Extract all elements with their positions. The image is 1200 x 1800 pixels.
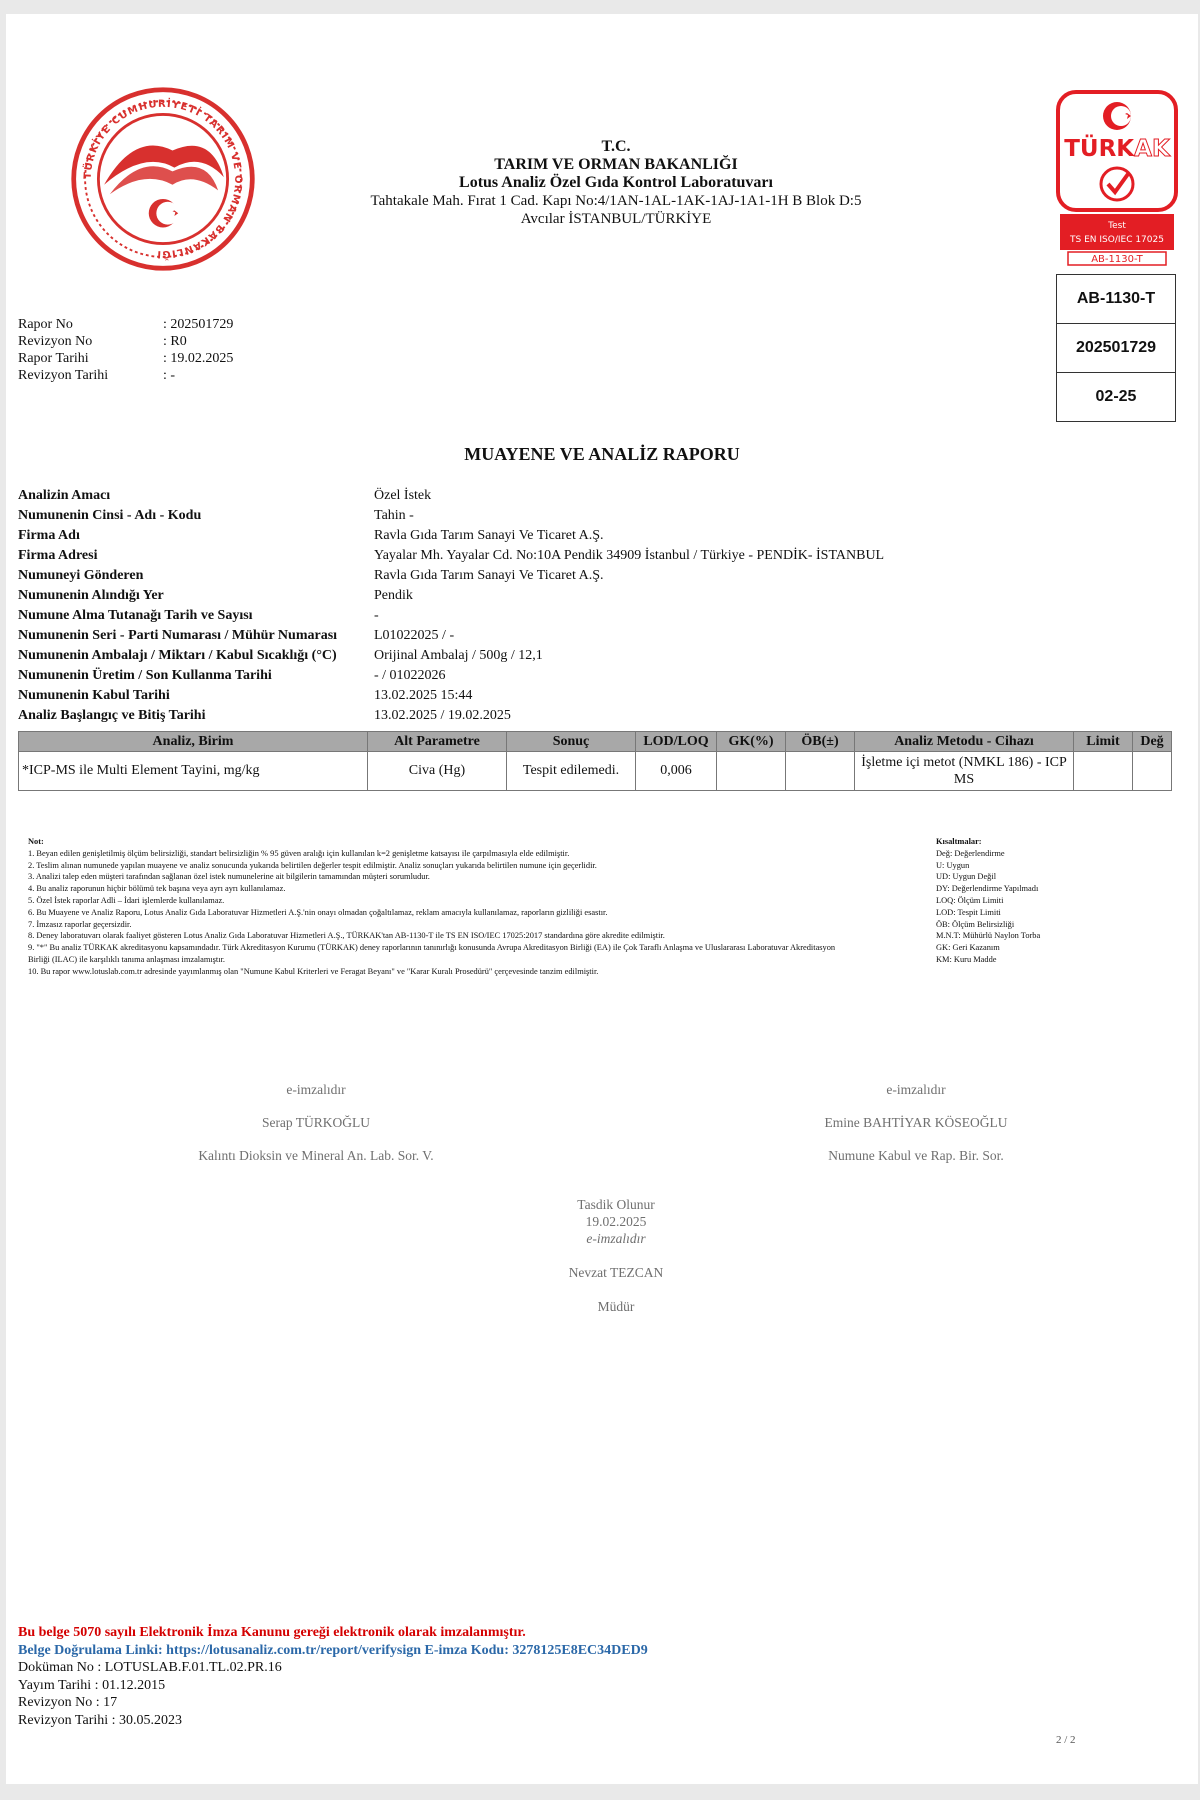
svg-text:TÜRKİYE CUMHURİYETİ TARIM VE O: TÜRKİYE CUMHURİYETİ TARIM VE ORMAN BAKANLIĞI bbox=[82, 98, 244, 260]
approval-date: 19.02.2025 bbox=[585, 1214, 647, 1229]
info-label: Numunenin Cinsi - Adı - Kodu bbox=[18, 508, 202, 523]
abbreviations bbox=[936, 836, 1040, 966]
meta-row bbox=[18, 350, 233, 367]
meta-value: : 19.02.2025 bbox=[163, 351, 234, 366]
abbreviation-item: DY: Değerlendirme Yapılmadı bbox=[936, 884, 1039, 894]
info-row bbox=[18, 546, 884, 566]
meta-label: Rapor Tarihi bbox=[18, 351, 89, 366]
results-table bbox=[18, 731, 1172, 791]
info-label: Numunenin Ambalajı / Miktarı / Kabul Sıcaklığı (°C) bbox=[18, 648, 337, 663]
revision-date: Revizyon Tarihi : 30.05.2023 bbox=[18, 1712, 183, 1728]
info-label: Numunenin Alındığı Yer bbox=[18, 588, 164, 603]
info-row bbox=[18, 706, 884, 726]
abbreviation-item: M.N.T: Mühürlü Naylon Torba bbox=[936, 931, 1041, 941]
abbreviation-item: UD: Uygun Değil bbox=[936, 872, 997, 882]
note-item: 3. Analizi talep eden müşteri tarafından sağlanan özel istek numunelerine ait bilgilerin tamamından müşteri sorumludur. bbox=[28, 872, 430, 882]
notes bbox=[28, 836, 848, 978]
info-value: - bbox=[374, 608, 379, 623]
abbreviation-item: Değ: Değerlendirme bbox=[936, 848, 1005, 858]
cell-deg bbox=[1133, 752, 1172, 791]
info-row bbox=[18, 506, 884, 526]
turkak-logo bbox=[1056, 90, 1178, 266]
report-meta bbox=[18, 316, 233, 384]
abbreviation-item: U: Uygun bbox=[936, 860, 970, 870]
signature-role: Müdür bbox=[597, 1299, 635, 1314]
info-row bbox=[18, 566, 884, 586]
info-value: Pendik bbox=[374, 588, 413, 603]
signature-name: Nevzat TEZCAN bbox=[568, 1265, 664, 1280]
info-label: Firma Adı bbox=[18, 528, 80, 543]
info-label: Numunenin Seri - Parti Numarası / Mühür Numarası bbox=[18, 628, 338, 643]
meta-value: : - bbox=[163, 368, 176, 383]
abbreviation-item: GK: Geri Kazanım bbox=[936, 943, 1000, 953]
meta-value: : R0 bbox=[163, 334, 187, 349]
info-label: Numunenin Kabul Tarihi bbox=[18, 688, 170, 703]
info-label: Analiz Başlangıç ve Bitiş Tarihi bbox=[18, 708, 206, 723]
abbreviation-item: LOQ: Ölçüm Limiti bbox=[936, 895, 1004, 905]
signature-name: Serap TÜRKOĞLU bbox=[261, 1115, 371, 1130]
info-value: Ravla Gıda Tarım Sanayi Ve Ticaret A.Ş. bbox=[374, 528, 604, 543]
meta-row bbox=[18, 367, 233, 384]
svg-text:TS EN ISO/IEC 17025: TS EN ISO/IEC 17025 bbox=[1070, 235, 1164, 245]
note-item: 5. Özel İstek raporlar Adli – İdari işlemlerde kullanılamaz. bbox=[28, 895, 225, 905]
table-row bbox=[19, 752, 1172, 791]
signature-role: Numune Kabul ve Rap. Bir. Sor. bbox=[828, 1148, 1004, 1163]
info-row bbox=[18, 666, 884, 686]
header-line-tc: T.C. bbox=[601, 138, 631, 155]
meta-row bbox=[18, 316, 233, 333]
sample-info bbox=[18, 486, 884, 726]
cell-ob bbox=[786, 752, 855, 791]
info-row bbox=[18, 586, 884, 606]
codebox-report-no: 202501729 bbox=[1057, 324, 1175, 373]
signature-status: e-imzalıdır bbox=[886, 1082, 946, 1097]
info-label: Numuneyi Gönderen bbox=[18, 568, 144, 583]
results-header-row bbox=[19, 732, 1172, 752]
note-item: 6. Bu Muayene ve Analiz Raporu, Lotus Analiz Gıda Laboratuvar Hizmetleri A.Ş.'nin onayı olmadan çoğaltılamaz, reklam amacıyla kullanılamaz, raporların gizliliği esastır. bbox=[28, 907, 608, 917]
info-value: Özel İstek bbox=[374, 488, 432, 503]
meta-label: Revizyon No bbox=[18, 334, 93, 349]
signature-right bbox=[746, 1082, 1086, 1164]
header-ministry: TARIM VE ORMAN BAKANLIĞI bbox=[494, 156, 738, 173]
info-value: 13.02.2025 15:44 bbox=[374, 688, 473, 703]
cell-lod-loq: 0,006 bbox=[636, 752, 717, 791]
col-header-result: Sonuç bbox=[507, 732, 636, 752]
cell-method: İşletme içi metot (NMKL 186) - ICP MS bbox=[855, 752, 1074, 791]
signature-name: Emine BAHTİYAR KÖSEOĞLU bbox=[824, 1115, 1008, 1130]
abbreviations-title: Kısaltmalar: bbox=[936, 837, 982, 846]
cell-analysis: *ICP-MS ile Multi Element Tayini, mg/kg bbox=[19, 752, 368, 791]
info-value: L01022025 / - bbox=[374, 628, 455, 643]
note-item: 10. Bu rapor www.lotuslab.com.tr adresinde yayımlanmış olan "Numune Kabul Kriterleri ve Feragat Beyanı" ve "Karar Kuralı Prosedürü" çerçevesinde tanzim edilmiştir. bbox=[28, 966, 599, 976]
cell-subparam: Civa (Hg) bbox=[368, 752, 507, 791]
info-value: Tahin - bbox=[374, 508, 414, 523]
document-footer bbox=[18, 1624, 648, 1729]
e-signature-legal-notice: Bu belge 5070 sayılı Elektronik İmza Kanunu gereği elektronik olarak imzalanmıştır. bbox=[18, 1625, 526, 1640]
document-number: Doküman No : LOTUSLAB.F.01.TL.02.PR.16 bbox=[18, 1660, 282, 1675]
info-row bbox=[18, 486, 884, 506]
abbreviation-item: LOD: Tespit Limiti bbox=[936, 907, 1001, 917]
header-lab-name: Lotus Analiz Özel Gıda Kontrol Laboratuvarı bbox=[459, 174, 773, 191]
note-item: 4. Bu analiz raporunun hiçbir bölümü tek başına veya ayrı ayrı kullanılamaz. bbox=[28, 884, 286, 894]
info-row bbox=[18, 606, 884, 626]
signature-left bbox=[146, 1082, 486, 1164]
note-item: 1. Beyan edilen genişletilmiş ölçüm belirsizliği, standart belirsizliğin % 95 güven aralığı için kullanılan k=2 genişletme katsayısı ile çarpılmasıyla elde edilmiştir. bbox=[28, 848, 570, 858]
col-header-deg: Değ bbox=[1133, 732, 1172, 752]
notes-title: Not: bbox=[28, 837, 44, 846]
signature-role: Kalıntı Dioksin ve Mineral An. Lab. Sor. V. bbox=[198, 1148, 434, 1163]
svg-text:TÜRKAK: TÜRKAK bbox=[1064, 136, 1170, 162]
info-label: Analizin Amacı bbox=[18, 488, 111, 503]
col-header-subparam: Alt Parametre bbox=[368, 732, 507, 752]
abbreviation-item: ÖB: Ölçüm Belirsizliği bbox=[936, 919, 1015, 929]
page-number: 2 / 2 bbox=[1056, 1734, 1076, 1746]
info-row bbox=[18, 646, 884, 666]
publish-date: Yayım Tarihi : 01.12.2015 bbox=[18, 1677, 166, 1693]
signature-center bbox=[446, 1196, 786, 1315]
meta-label: Revizyon Tarihi bbox=[18, 368, 109, 383]
abbreviation-item: KM: Kuru Madde bbox=[936, 954, 997, 964]
cell-gk bbox=[717, 752, 786, 791]
verification-link[interactable]: Belge Doğrulama Linki: https://lotusanaliz.com.tr/report/verifysign E-imza Kodu: 3278125E8EC34DED9 bbox=[18, 1642, 648, 1658]
document-page bbox=[6, 14, 1198, 1784]
cell-result: Tespit edilemedi. bbox=[507, 752, 636, 791]
header-address: Tahtakale Mah. Fırat 1 Cad. Kapı No:4/1AN-1AL-1AK-1AJ-1A1-1H B Blok D:5 bbox=[370, 193, 862, 209]
note-item: 9. "*" Bu analiz TÜRKAK akreditasyonu kapsamındadır. Türk Akreditasyon Kurumu (TÜRKAK) deney raporlarının tanınırlığı konusunda Avrupa Akreditasyon Birliği (EA) ile Çok Taraflı Anlaşma ve Uluslararası Laboratuvar Akreditasyon Birliği (ILAC) ile karşılıklı tanıma anlaşması imzalamıştır. bbox=[28, 943, 836, 964]
meta-value: : 202501729 bbox=[163, 317, 234, 332]
col-header-gk: GK(%) bbox=[717, 732, 786, 752]
info-value: - / 01022026 bbox=[374, 668, 446, 683]
svg-text:AB-1130-T: AB-1130-T bbox=[1091, 254, 1143, 265]
codebox-period: 02-25 bbox=[1095, 388, 1137, 405]
revision-number: Revizyon No : 17 bbox=[18, 1695, 118, 1710]
note-item: 2. Teslim alınan numunede yapılan muayene ve analiz sonucunda yukarıda belirtilen değerler tespit edilmiştir. Analiz sonuçları yukarıda belirtilen numune için geçerlidir. bbox=[28, 860, 597, 870]
col-header-method: Analiz Metodu - Cihazı bbox=[855, 732, 1074, 752]
info-row bbox=[18, 626, 884, 646]
ministry-seal-logo bbox=[68, 84, 258, 274]
info-row bbox=[18, 526, 884, 546]
info-value: Orijinal Ambalaj / 500g / 12,1 bbox=[374, 648, 543, 663]
note-item: 7. İmzasız raporlar geçersizdir. bbox=[28, 919, 132, 929]
col-header-limit: Limit bbox=[1074, 732, 1133, 752]
svg-text:Test: Test bbox=[1108, 221, 1126, 231]
report-title: MUAYENE VE ANALİZ RAPORU bbox=[464, 444, 740, 464]
col-header-ob: ÖB(±) bbox=[786, 732, 855, 752]
info-label: Numune Alma Tutanağı Tarih ve Sayısı bbox=[18, 608, 253, 623]
info-value: Yayalar Mh. Yayalar Cd. No:10A Pendik 34909 İstanbul / Türkiye - PENDİK- İSTANBUL bbox=[374, 548, 885, 563]
cell-limit bbox=[1074, 752, 1133, 791]
header-city: Avcılar İSTANBUL/TÜRKİYE bbox=[520, 211, 712, 227]
info-label: Firma Adresi bbox=[18, 548, 98, 563]
meta-row bbox=[18, 333, 233, 350]
info-row bbox=[18, 686, 884, 706]
note-item: 8. Deney laboratuvarı olarak faaliyet gösteren Lotus Analiz Gıda Laboratuvar Hizmetleri A.Ş., TÜRKAK'tan AB-1130-T ile TS EN ISO/IEC 17025:2017 standardına göre akredite edilmiştir. bbox=[28, 931, 665, 941]
codebox-accreditation: AB-1130-T bbox=[1057, 275, 1175, 324]
signature-status: e-imzalıdır bbox=[286, 1082, 346, 1097]
col-header-lod-loq: LOD/LOQ bbox=[636, 732, 717, 752]
approval-label: Tasdik Olunur bbox=[577, 1197, 655, 1212]
info-value: Ravla Gıda Tarım Sanayi Ve Ticaret A.Ş. bbox=[374, 568, 604, 583]
info-value: 13.02.2025 / 19.02.2025 bbox=[374, 708, 511, 723]
signature-status: e-imzalıdır bbox=[586, 1231, 646, 1246]
col-header-analysis: Analiz, Birim bbox=[19, 732, 368, 752]
lab-header bbox=[306, 138, 926, 228]
accreditation-code-box bbox=[1056, 274, 1176, 422]
meta-label: Rapor No bbox=[18, 317, 73, 332]
info-label: Numunenin Üretim / Son Kullanma Tarihi bbox=[18, 668, 272, 683]
